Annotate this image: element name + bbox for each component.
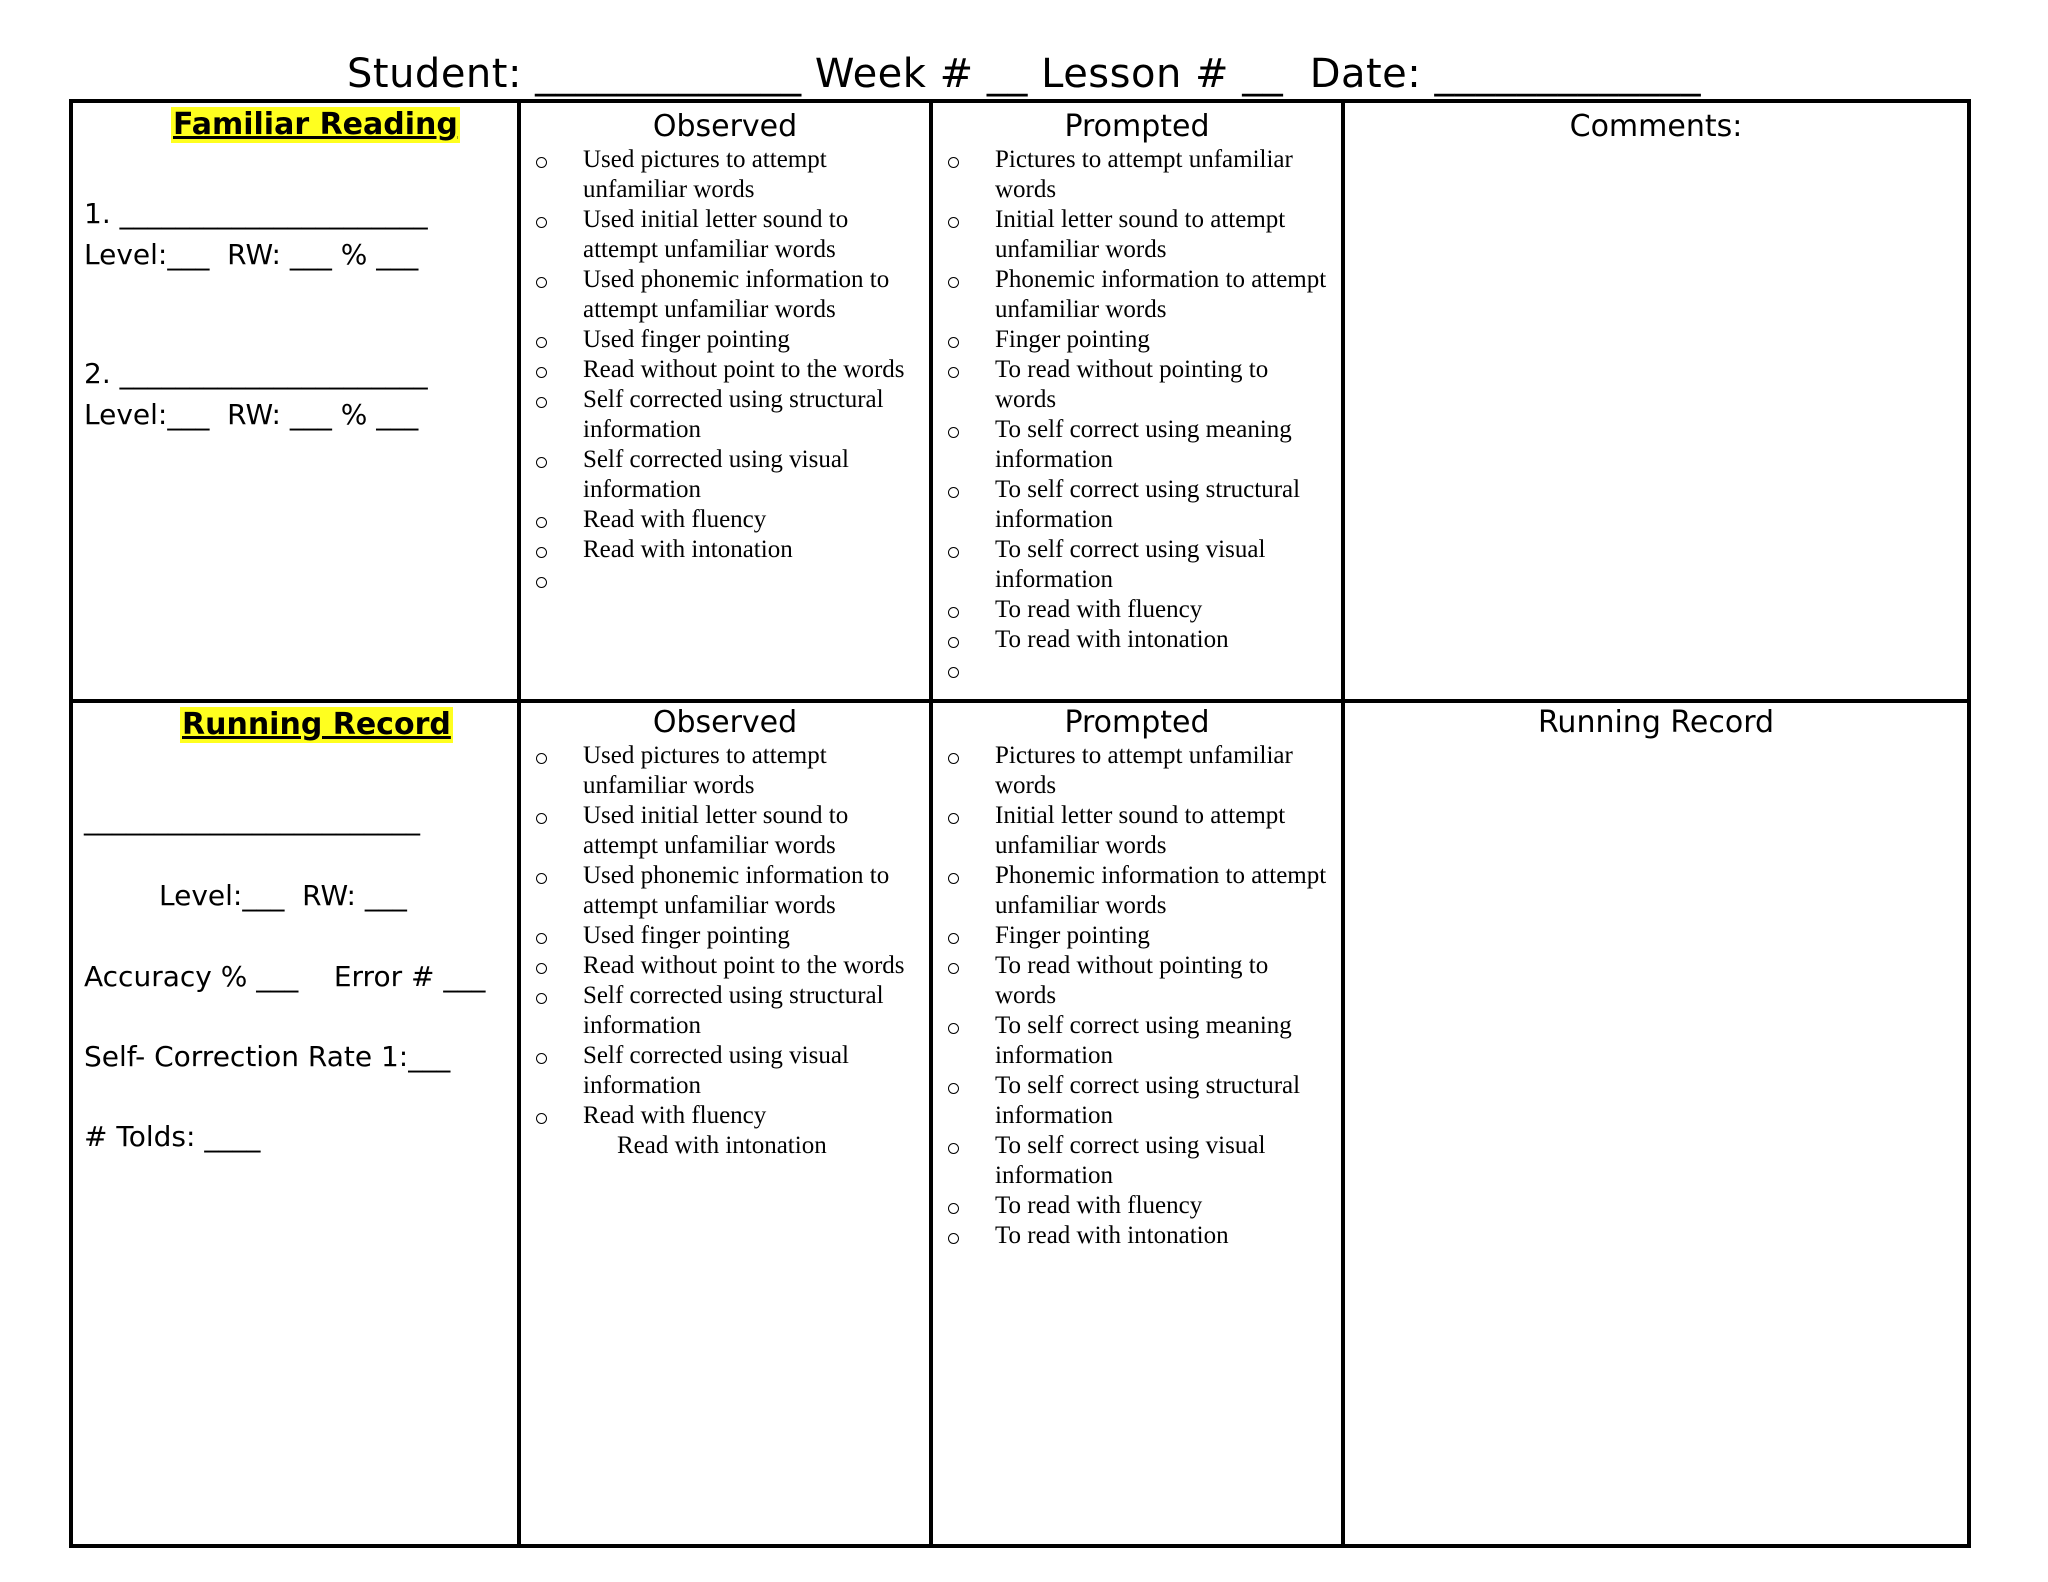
checklist-item[interactable]: Self corrected using visual information [535,1041,923,1101]
checklist-item[interactable]: Used initial letter sound to attempt unfamiliar words [535,205,923,265]
checklist-item[interactable] [947,655,1335,685]
checklist-item[interactable]: Read with fluency [535,1101,923,1131]
observed-heading: Observed [652,109,798,144]
observed-checklist [535,145,923,595]
checklist-item[interactable]: Read with intonation [535,535,923,565]
prompted-checklist [947,145,1335,685]
accuracy-error-field[interactable]: Accuracy % ___ Error # ___ [84,960,486,993]
observed-checklist [535,741,923,1161]
checklist-item[interactable]: To self correct using meaning information [947,1011,1335,1071]
checklist-item[interactable]: To read without pointing to words [947,355,1335,415]
column-divider [929,103,933,1544]
comments-heading: Comments: [1569,109,1743,144]
checklist-item[interactable]: Self corrected using visual information [535,445,923,505]
lesson-grid [69,99,1971,1548]
checklist-item[interactable]: Phonemic information to attempt unfamiliar words [947,861,1335,921]
familiar-book-2-stats[interactable]: Level:___ RW: ___ % ___ [84,398,419,431]
self-correction-rate-field[interactable]: Self- Correction Rate 1:___ [84,1040,451,1073]
tolds-field[interactable]: # Tolds: ____ [84,1120,261,1153]
checklist-item[interactable]: Read without point to the words [535,355,923,385]
checklist-item[interactable]: Finger pointing [947,921,1335,951]
checklist-item[interactable]: Read with fluency [535,505,923,535]
checklist-item[interactable]: To self correct using visual information [947,535,1335,595]
checklist-item[interactable]: To read with fluency [947,1191,1335,1221]
checklist-item[interactable]: To read with fluency [947,595,1335,625]
checklist-item[interactable]: Initial letter sound to attempt unfamiliar words [947,205,1335,265]
running-record-heading: Running Record [1537,705,1775,740]
checklist-item[interactable]: Initial letter sound to attempt unfamiliar words [947,801,1335,861]
column-divider [1341,103,1345,1544]
checklist-item[interactable]: Pictures to attempt unfamiliar words [947,145,1335,205]
checklist-item[interactable]: To self correct using visual information [947,1131,1335,1191]
form-header: Student: _____________ Week # __ Lesson # __ Date: _____________ [347,51,1701,97]
checklist-item: Read with intonation [617,1132,827,1159]
checklist-item[interactable]: Used phonemic information to attempt unfamiliar words [535,265,923,325]
checklist-item[interactable]: Used finger pointing [535,921,923,951]
checklist-item[interactable]: To read without pointing to words [947,951,1335,1011]
observed-heading: Observed [652,705,798,740]
checklist-item[interactable]: To self correct using structural information [947,1071,1335,1131]
running-record-book-field[interactable]: ________________________ [84,803,420,836]
checklist-item[interactable]: Self corrected using structural information [535,981,923,1041]
checklist-item[interactable]: Used phonemic information to attempt unfamiliar words [535,861,923,921]
familiar-book-1-field[interactable]: 1. ______________________ [84,197,428,230]
checklist-item[interactable]: Used finger pointing [535,325,923,355]
checklist-item[interactable]: To read with intonation [947,1221,1335,1251]
row-divider [73,699,1967,703]
prompted-heading: Prompted [1064,705,1210,740]
checklist-item[interactable]: Finger pointing [947,325,1335,355]
familiar-book-2-field[interactable]: 2. ______________________ [84,357,428,390]
checklist-item[interactable] [535,565,923,595]
running-record-title: Running Record [182,707,451,742]
familiar-reading-title: Familiar Reading [173,107,458,142]
prompted-heading: Prompted [1064,109,1210,144]
checklist-item[interactable]: Used pictures to attempt unfamiliar words [535,145,923,205]
checklist-item[interactable]: Used pictures to attempt unfamiliar words [535,741,923,801]
checklist-item[interactable]: To self correct using meaning information [947,415,1335,475]
checklist-item[interactable]: Used initial letter sound to attempt unfamiliar words [535,801,923,861]
checklist-item[interactable]: Self corrected using structural information [535,385,923,445]
level-rw-field[interactable]: Level:___ RW: ___ [159,879,407,912]
checklist-item[interactable]: Pictures to attempt unfamiliar words [947,741,1335,801]
familiar-book-1-stats[interactable]: Level:___ RW: ___ % ___ [84,238,419,271]
column-divider [517,103,521,1544]
prompted-checklist [947,741,1335,1251]
checklist-item[interactable]: Phonemic information to attempt unfamiliar words [947,265,1335,325]
checklist-item[interactable]: To self correct using structural information [947,475,1335,535]
checklist-item[interactable]: To read with intonation [947,625,1335,655]
checklist-item[interactable]: Read without point to the words [535,951,923,981]
